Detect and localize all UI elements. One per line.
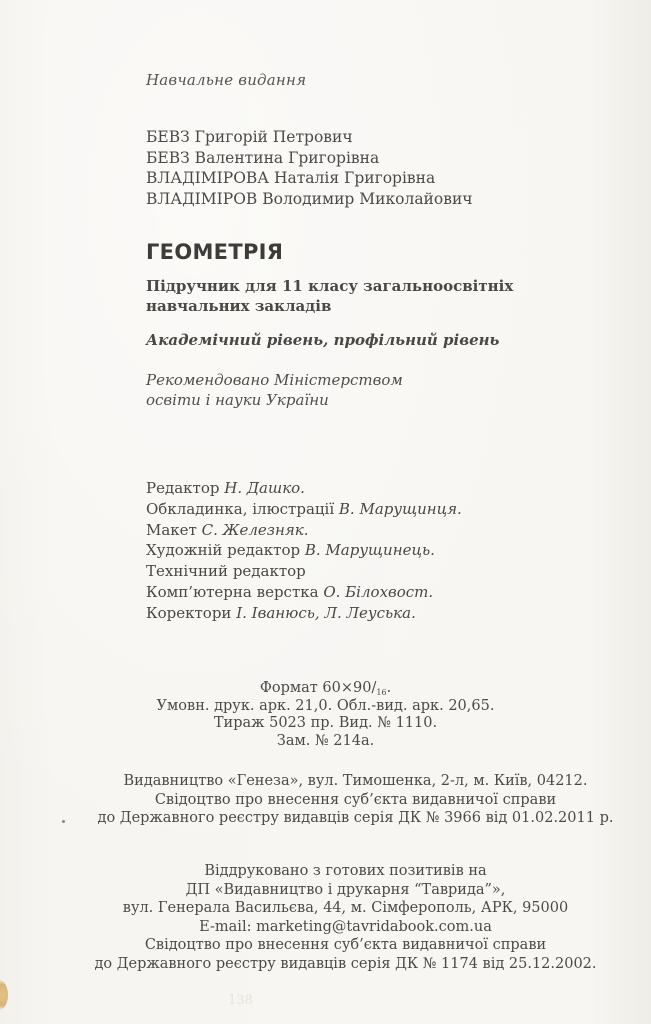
recommendation-line: освіти і науки України [146,391,329,409]
recommendation-line: Рекомендовано Міністерством [146,371,403,389]
printer-line: ДП «Видавництво і друкарня “Таврида”», [185,881,506,898]
credit-row [146,540,462,561]
credit-role: Макет [146,520,202,539]
credit-role: Технічний редактор [146,562,306,581]
adjacent-page-edge [0,980,8,1010]
subtitle-line: Підручник для 11 класу загальноосвітніх [146,277,514,295]
education-level: Академічний рівень, профільний рівень [146,331,500,349]
printer-info [20,862,651,973]
credit-row [146,603,462,624]
format-line [0,680,651,698]
publisher-info [30,772,651,828]
edition-type: Навчальне видання [146,71,307,89]
credit-role: Обкладинка, ілюстрації [146,499,339,518]
author-line: ВЛАДІМІРОВ Володимир Миколайович [146,189,473,208]
credit-role: Комп’ютерна верстка [146,582,324,601]
author-line: БЕВЗ Григорій Петрович [146,128,353,146]
author-line: ВЛАДІМІРОВА Наталія Григорівна [146,169,436,187]
print-specs [0,680,651,750]
credit-row [146,520,462,541]
format-prefix: Формат 60×90/ [259,680,377,696]
paper-speck [62,820,65,823]
bleed-through-page-number: 138 [228,993,253,1008]
credit-person: В. Марущинця. [338,499,462,518]
credit-role: Редактор [146,479,225,497]
credit-person: О. Білохвост. [323,582,434,601]
authors-list [146,127,473,209]
credits-list [146,478,462,624]
book-title: ГЕОМЕТРІЯ [146,240,284,264]
credit-person: Н. Дашко. [224,479,305,497]
printer-line: Свідоцтво про внесення суб’єкта видавничої справи [144,937,547,953]
format-suffix: . [386,680,392,696]
credit-row [146,478,462,499]
print-spec-line: Умовн. друк. арк. 21,0. Обл.-вид. арк. 20,65. [156,697,495,714]
publisher-line: Видавництво «Генеза», вул. Тимошенка, 2-л, м. Київ, 04212. [123,773,588,789]
recommendation-note [146,370,403,410]
printer-line: до Державного реєстру видавців серія ДК № 1174 від 25.12.2002. [94,955,597,972]
format-subscript: 16 [376,688,387,697]
credit-row [146,561,462,582]
author-line: БЕВЗ Валентина Григорівна [146,148,380,167]
credit-row [146,499,462,520]
printer-email-line: E-mail: marketing@tavridabook.com.ua [199,918,492,935]
credit-row [146,582,462,603]
printer-line: вул. Генерала Васильєва, 44, м. Сімферополь, АРК, 95000 [122,900,569,916]
printer-line: Віддруковано з готових позитивів на [204,863,487,879]
print-spec-line: Тираж 5023 пр. Вид. № 1110. [213,715,438,731]
publisher-line: до Державного реєстру видавців серія ДК № 3966 від 01.02.2011 р. [97,810,614,826]
credit-role: Художній редактор [146,541,305,560]
credit-person: І. Іванюсь, Л. Леуська. [236,603,416,622]
credit-person: В. Марущинець. [304,541,435,560]
credit-role: Коректори [146,603,237,622]
credit-person: С. Железняк. [201,520,309,539]
book-subtitle [146,276,513,316]
publisher-line: Свідоцтво про внесення суб’єкта видавничої справи [154,791,557,808]
print-spec-line: Зам. № 214а. [276,732,375,749]
subtitle-line: навчальних закладів [146,297,332,315]
